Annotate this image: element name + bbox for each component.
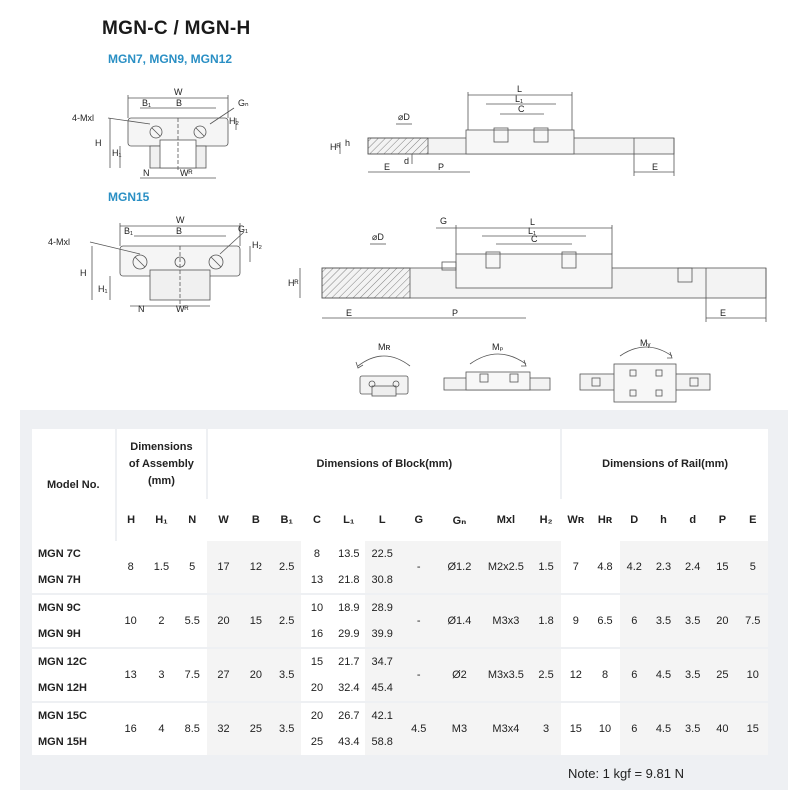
cell-d: 3.5 xyxy=(678,594,707,648)
cell-hr: 4.8 xyxy=(590,541,619,594)
cell-h: 4.5 xyxy=(649,702,678,755)
moment-MP-diagram xyxy=(444,342,550,390)
cell-l: 42.1 xyxy=(365,702,399,729)
dim-L1-small: L₁ xyxy=(515,94,524,104)
column-header-h: H xyxy=(116,499,146,541)
cell-h: 13 xyxy=(116,648,146,702)
dim-W-15: W xyxy=(176,215,185,225)
cell-h2: 1.8 xyxy=(531,594,561,648)
cell-h1: 4 xyxy=(146,702,177,755)
cell-mxl: M2x2.5 xyxy=(481,541,531,594)
cell-h1: 1.5 xyxy=(146,541,177,594)
cell-c: 10 xyxy=(301,594,332,621)
dim-B-15: B xyxy=(176,226,183,236)
cell-g: 4.5 xyxy=(399,702,438,755)
cell-e: 7.5 xyxy=(738,594,768,648)
cell-l1: 18.9 xyxy=(333,594,365,621)
column-header-h1: H₁ xyxy=(146,499,177,541)
cell-c: 13 xyxy=(301,567,332,594)
model-cell: MGN 9C xyxy=(32,594,116,621)
dim-E-small-right: E xyxy=(652,162,659,172)
cell-w: 20 xyxy=(207,594,239,648)
cell-d: 2.4 xyxy=(678,541,707,594)
cell-e: 5 xyxy=(738,541,768,594)
cell-h2: 3 xyxy=(531,702,561,755)
cell-l1: 13.5 xyxy=(333,541,365,567)
column-header-h: h xyxy=(649,499,678,541)
column-header-mxl: Mxl xyxy=(481,499,531,541)
cell-g: - xyxy=(399,648,438,702)
page-title: MGN-C / MGN-H xyxy=(102,18,251,39)
table-row xyxy=(32,541,768,567)
cell-mxl: M3x3 xyxy=(481,594,531,648)
cell-h: 3.5 xyxy=(649,594,678,648)
dim-E-small-left: E xyxy=(384,162,391,172)
header-model-no: Model No. xyxy=(32,429,116,541)
cell-l: 58.8 xyxy=(365,729,399,755)
cell-h: 10 xyxy=(116,594,146,648)
cell-b1: 3.5 xyxy=(272,648,301,702)
cell-hr: 8 xyxy=(590,648,619,702)
label-MY: Mᵧ xyxy=(640,338,651,348)
dim-C-small: C xyxy=(518,104,525,114)
dim-P-15: P xyxy=(452,308,459,318)
subtitle-small-series: MGN7, MGN9, MGN12 xyxy=(108,52,233,66)
dim-H1-small: H₁ xyxy=(112,148,122,158)
cell-gn: Ø1.4 xyxy=(438,594,481,648)
cell-b: 20 xyxy=(240,648,272,702)
cell-l: 39.9 xyxy=(365,621,399,648)
model-cell: MGN 12H xyxy=(32,675,116,702)
dim-L-15: L xyxy=(530,217,536,227)
cell-c: 15 xyxy=(301,648,332,675)
dim-G-15: G xyxy=(440,216,448,226)
moment-MY-diagram xyxy=(580,338,710,402)
column-header-l1: L₁ xyxy=(333,499,365,541)
cell-n: 5 xyxy=(177,541,207,594)
column-header-l: L xyxy=(365,499,399,541)
dim-D-small: ⌀D xyxy=(398,112,410,122)
cell-d: 6 xyxy=(620,594,649,648)
cell-gn: Ø1.2 xyxy=(438,541,481,594)
cell-n: 7.5 xyxy=(177,648,207,702)
cell-c: 20 xyxy=(301,702,332,729)
column-header-e: E xyxy=(738,499,768,541)
cell-l: 45.4 xyxy=(365,675,399,702)
dim-H-15: H xyxy=(80,268,87,278)
cell-l: 28.9 xyxy=(365,594,399,621)
dim-WR-small: Wᴿ xyxy=(180,168,193,178)
column-header-hr: Hʀ xyxy=(590,499,619,541)
cell-wr: 12 xyxy=(561,648,590,702)
column-header-b: B xyxy=(240,499,272,541)
header-block: Dimensions of Block(mm) xyxy=(207,429,561,499)
dim-E-15-right: E xyxy=(720,308,727,318)
cell-h1: 2 xyxy=(146,594,177,648)
cell-l1: 43.4 xyxy=(333,729,365,755)
cell-w: 27 xyxy=(207,648,239,702)
table-row xyxy=(32,594,768,621)
table-row xyxy=(32,648,768,675)
cell-l: 22.5 xyxy=(365,541,399,567)
column-header-c: C xyxy=(301,499,332,541)
cell-l1: 21.7 xyxy=(333,648,365,675)
cell-h: 8 xyxy=(116,541,146,594)
dim-H-small: H xyxy=(95,138,102,148)
cell-h2: 2.5 xyxy=(531,648,561,702)
dim-H2-15: H₂ xyxy=(252,240,262,250)
column-header-d: d xyxy=(678,499,707,541)
moment-MR-diagram xyxy=(356,342,410,396)
dim-B1-small: B₁ xyxy=(142,98,152,108)
cell-g: - xyxy=(399,541,438,594)
header-rail: Dimensions of Rail(mm) xyxy=(561,429,768,499)
cell-hr: 6.5 xyxy=(590,594,619,648)
cell-e: 15 xyxy=(738,702,768,755)
dim-H1-15: H₁ xyxy=(98,284,108,294)
cell-w: 32 xyxy=(207,702,239,755)
cell-hr: 10 xyxy=(590,702,619,755)
side-view-mgn15 xyxy=(288,216,766,322)
dim-Gn-small: Gₙ xyxy=(238,98,249,108)
dim-N-15: N xyxy=(138,304,145,314)
cell-d: 3.5 xyxy=(678,702,707,755)
dim-HR-small: Hᴿ xyxy=(330,142,341,152)
cell-d: 4.2 xyxy=(620,541,649,594)
cell-l: 30.8 xyxy=(365,567,399,594)
column-header-gn: Gₙ xyxy=(438,499,481,541)
model-cell: MGN 9H xyxy=(32,621,116,648)
cell-p: 25 xyxy=(707,648,737,702)
dim-mxl-small: 4-Mxl xyxy=(72,113,94,123)
cell-h2: 1.5 xyxy=(531,541,561,594)
label-MP: Mₚ xyxy=(492,342,504,352)
column-header-g: G xyxy=(399,499,438,541)
cell-l1: 21.8 xyxy=(333,567,365,594)
cell-p: 20 xyxy=(707,594,737,648)
cell-mxl: M3x4 xyxy=(481,702,531,755)
cell-n: 5.5 xyxy=(177,594,207,648)
cell-g: - xyxy=(399,594,438,648)
model-cell: MGN 15C xyxy=(32,702,116,729)
cell-mxl: M3x3.5 xyxy=(481,648,531,702)
model-cell: MGN 15H xyxy=(32,729,116,755)
cell-h: 2.3 xyxy=(649,541,678,594)
dim-d-small: d xyxy=(404,156,410,166)
table-row xyxy=(32,702,768,729)
cross-section-small xyxy=(72,87,249,178)
model-cell: MGN 12C xyxy=(32,648,116,675)
cell-l1: 32.4 xyxy=(333,675,365,702)
label-MR: Mʀ xyxy=(378,342,391,352)
cell-gn: M3 xyxy=(438,702,481,755)
column-header-wr: Wʀ xyxy=(561,499,590,541)
cell-b: 25 xyxy=(240,702,272,755)
cell-h1: 3 xyxy=(146,648,177,702)
cell-b1: 2.5 xyxy=(272,594,301,648)
dim-h-small: h xyxy=(345,138,351,148)
dim-L-small: L xyxy=(517,84,523,94)
spec-table xyxy=(32,429,768,755)
column-header-b1: B₁ xyxy=(272,499,301,541)
dim-B-small: B xyxy=(176,98,183,108)
cell-d: 3.5 xyxy=(678,648,707,702)
cell-b: 15 xyxy=(240,594,272,648)
dim-W-small: W xyxy=(174,87,183,97)
cell-c: 20 xyxy=(301,675,332,702)
dim-L1-15: L₁ xyxy=(528,226,537,236)
cell-d: 6 xyxy=(620,702,649,755)
dim-H2-small: H₂ xyxy=(229,116,239,126)
cell-l1: 29.9 xyxy=(333,621,365,648)
dim-G1-15: G₁ xyxy=(238,224,249,234)
cell-wr: 9 xyxy=(561,594,590,648)
model-cell: MGN 7H xyxy=(32,567,116,594)
subtitle-mgn15: MGN15 xyxy=(108,190,150,204)
cell-wr: 7 xyxy=(561,541,590,594)
cell-d: 6 xyxy=(620,648,649,702)
cell-h: 16 xyxy=(116,702,146,755)
cell-b1: 2.5 xyxy=(272,541,301,594)
cross-section-mgn15 xyxy=(48,215,262,314)
dim-B1-15: B₁ xyxy=(124,226,134,236)
cell-l1: 26.7 xyxy=(333,702,365,729)
cell-c: 8 xyxy=(301,541,332,567)
cell-h: 4.5 xyxy=(649,648,678,702)
dim-D-15: ⌀D xyxy=(372,232,384,242)
cell-c: 25 xyxy=(301,729,332,755)
dim-N-small: N xyxy=(143,168,150,178)
header-assembly: Dimensions of Assembly (mm) xyxy=(116,429,208,499)
column-header-d: D xyxy=(620,499,649,541)
cell-b1: 3.5 xyxy=(272,702,301,755)
column-header-w: W xyxy=(207,499,239,541)
cell-wr: 15 xyxy=(561,702,590,755)
cell-n: 8.5 xyxy=(177,702,207,755)
dim-WR-15: Wᴿ xyxy=(176,304,189,314)
cell-c: 16 xyxy=(301,621,332,648)
cell-p: 15 xyxy=(707,541,737,594)
dim-C-15: C xyxy=(531,234,538,244)
cell-p: 40 xyxy=(707,702,737,755)
dim-mxl-15: 4-Mxl xyxy=(48,237,70,247)
dim-HR-15: Hᴿ xyxy=(288,278,299,288)
column-header-n: N xyxy=(177,499,207,541)
cell-e: 10 xyxy=(738,648,768,702)
note-kgf: Note: 1 kgf = 9.81 N xyxy=(568,766,684,781)
dim-P-small: P xyxy=(438,162,445,172)
column-header-p: P xyxy=(707,499,737,541)
side-view-small xyxy=(330,84,674,176)
dim-E-15-left: E xyxy=(346,308,353,318)
model-cell: MGN 7C xyxy=(32,541,116,567)
cell-w: 17 xyxy=(207,541,239,594)
cell-b: 12 xyxy=(240,541,272,594)
cell-l: 34.7 xyxy=(365,648,399,675)
column-header-h2: H₂ xyxy=(531,499,561,541)
cell-gn: Ø2 xyxy=(438,648,481,702)
